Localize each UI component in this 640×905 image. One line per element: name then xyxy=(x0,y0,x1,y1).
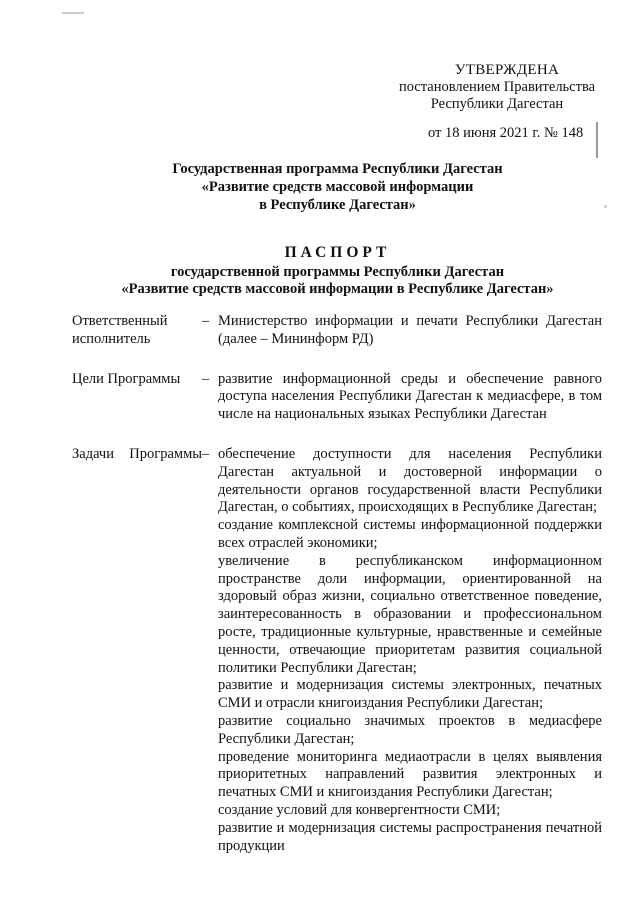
passport-word: ПАСПОРТ xyxy=(284,244,391,261)
row-value: Министерство информации и печати Республики Дагестан (далее – Мининформ РД) xyxy=(218,313,602,347)
row-label: Задачи Программы xyxy=(72,445,202,462)
passport-line: «Развитие средств массовой информации в Республике Дагестан» xyxy=(121,281,554,297)
title-line: «Развитие средств массовой информации xyxy=(201,179,474,195)
row-dash: – xyxy=(202,445,210,462)
passport-table xyxy=(72,313,602,877)
document-title xyxy=(60,160,615,214)
title-line: в Республике Дагестан» xyxy=(259,197,416,213)
approval-stamp xyxy=(392,62,602,142)
task-item: обеспечение доступности для населения Республики Дагестан актуальной и достоверной информации о деятельности органов государственной власти Республики Дагестан, о событиях, происходящих в Республике Дагестан; xyxy=(218,445,602,516)
approval-line: постановлением Правительства xyxy=(398,79,596,95)
task-item: проведение мониторинга медиаотрасли в целях выявления приоритетных направлений развития электронных и печатных СМИ и книгоиздания Республики Дагестан; xyxy=(218,748,602,801)
task-item: развитие и модернизация системы электронных, печатных СМИ и отрасли книгоиздания Республики Дагестан; xyxy=(218,677,602,712)
task-item: развитие социально значимых проектов в медиасфере Республики Дагестан; xyxy=(218,712,602,747)
row-value: развитие информационной среды и обеспечение равного доступа населения Республики Дагестан к медиасфере, в том числе на национальных языках Республики Дагестан xyxy=(218,370,602,423)
passport-row xyxy=(72,313,602,349)
passport-line: государственной программы Республики Дагестан xyxy=(170,264,505,280)
passport-row xyxy=(72,446,602,855)
row-label: Цели Программы xyxy=(72,370,181,387)
approval-status: УТВЕРЖДЕНА xyxy=(454,62,560,78)
scan-artifact xyxy=(62,12,84,14)
title-line: Государственная программа Республики Дагестан xyxy=(172,161,503,177)
row-label: Ответственный исполнитель xyxy=(72,313,168,347)
passport-heading xyxy=(60,244,615,298)
task-item: развитие и модернизация системы распространения печатной продукции xyxy=(218,819,602,854)
approval-line: Республики Дагестан xyxy=(430,96,564,112)
approval-date: от 18 июня 2021 г. № 148 xyxy=(428,125,584,141)
task-item: создание комплексной системы информационной поддержки всех отраслей экономики; xyxy=(218,517,602,551)
row-value-list xyxy=(218,446,602,855)
row-dash: – xyxy=(202,313,210,329)
passport-row xyxy=(72,371,602,424)
row-dash: – xyxy=(202,370,210,387)
task-item: увеличение в республиканском информационном пространстве доли информации, ориентированной на здоровый образ жизни, социально ответственное поведение, заинтересованность в образовании и профессиональном росте, традиционные культурные, нравственные и семейные ценности, отвечающие приоритетам развития социальной политики Республики Дагестан; xyxy=(218,552,602,676)
task-item: создание условий для конвергентности СМИ; xyxy=(218,801,501,818)
